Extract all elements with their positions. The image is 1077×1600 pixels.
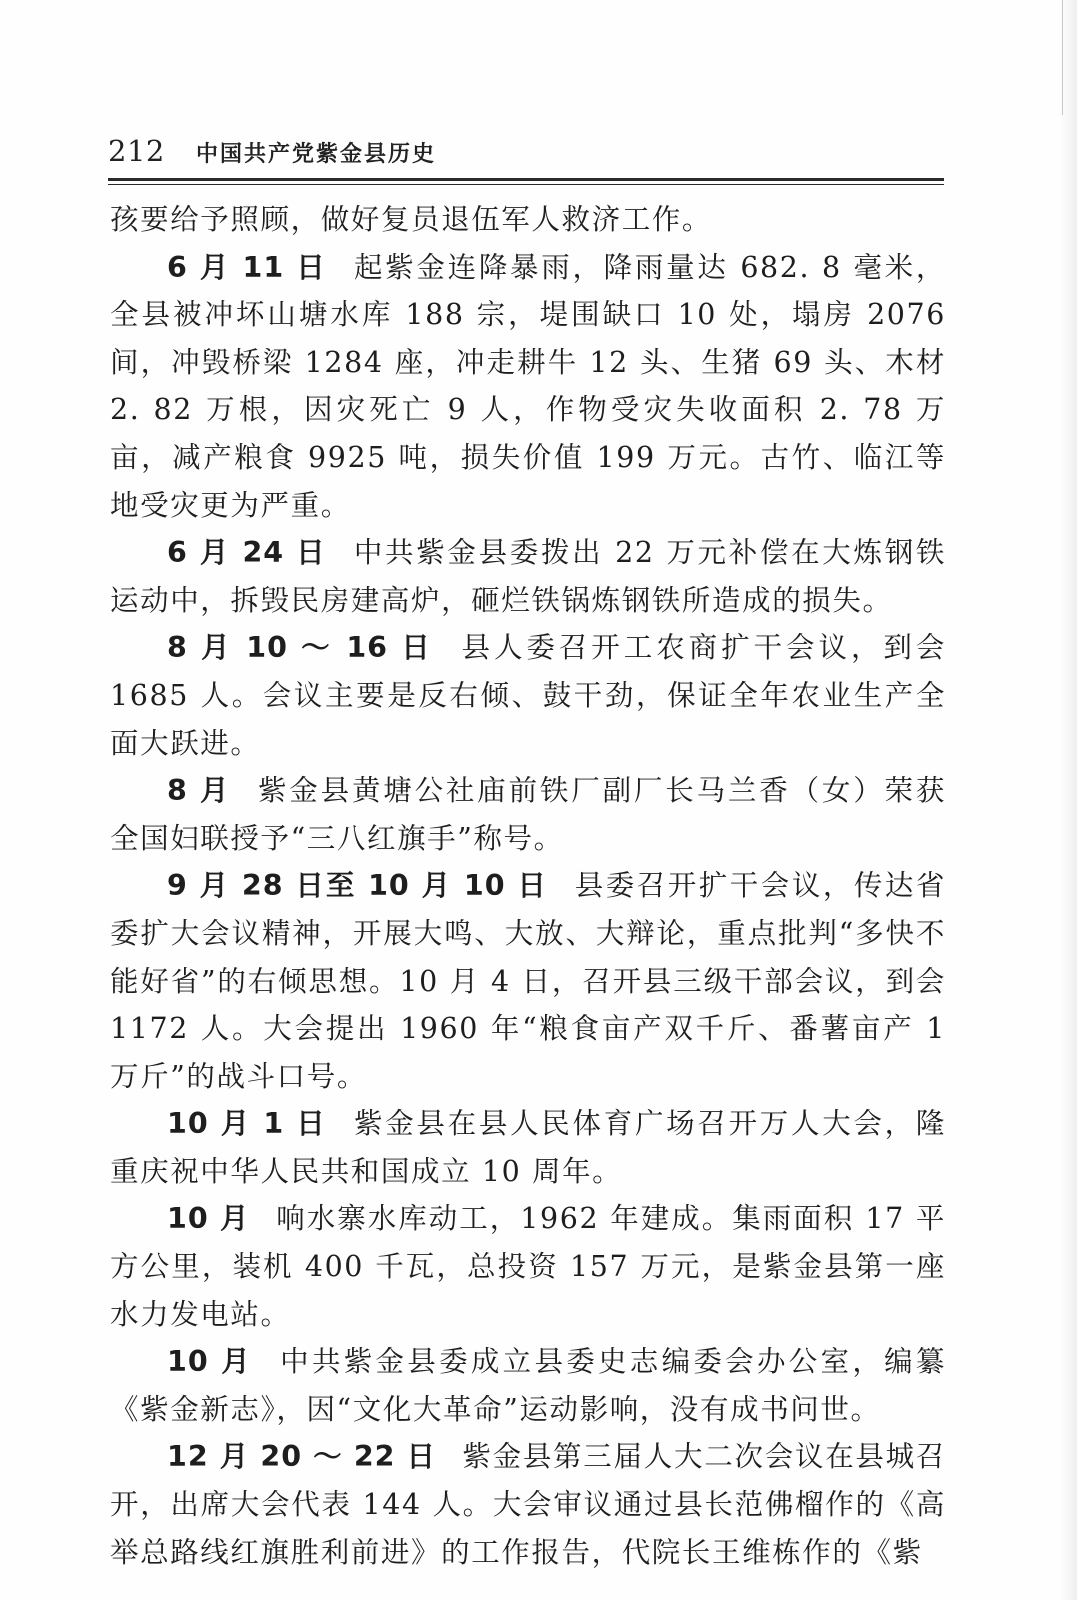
page-number: 212 — [108, 134, 165, 168]
page-edge-shadow — [1059, 0, 1077, 1600]
chronicle-entry — [110, 862, 946, 1100]
chronicle-entry — [110, 1100, 946, 1195]
chronicle-entry — [110, 1338, 946, 1433]
entry-text: 县委召开扩干会议，传达省委扩大会议精神，开展大鸣、大放、大辩论，重点批判“多快不能好省”的右倾思想。10 月 4 日，召开县三级干部会议，到会 1172 人。大会提出 1960 年“粮食亩产双千斤、番薯亩产 1 万斤”的战斗口号。 — [110, 869, 946, 1093]
chronicle-entry — [110, 1433, 946, 1576]
page-header — [108, 134, 944, 174]
chronicle-entry — [110, 529, 946, 624]
entry-date: 10 月 — [167, 1202, 250, 1236]
paragraph-text: 孩要给予照顾，做好复员退伍军人救济工作。 — [110, 203, 713, 236]
entry-date: 10 月 — [167, 1345, 253, 1379]
entry-text: 起紫金连降暴雨，降雨量达 682. 8 毫米，全县被冲坏山塘水库 188 宗，堤围缺口 10 处，塌房 2076 间，冲毁桥梁 1284 座，冲走耕牛 12 头、生猪 69 头、木材 2. 82 万根，因灾死亡 9 人，作物受灾失收面积 2. 78 万亩，减产粮食 9925 吨，损失价值 199 万元。古竹、临江等地受灾更为严重。 — [110, 250, 946, 522]
entry-text: 紫金县在县人民体育广场召开万人大会，隆重庆祝中华人民共和国成立 10 周年。 — [110, 1107, 946, 1188]
page-edge-line — [1062, 0, 1063, 115]
entry-text: 县人委召开工农商扩干会议，到会 1685 人。会议主要是反右倾、鼓干劲，保证全年农业生产全面大跃进。 — [110, 631, 946, 760]
entry-date: 6 月 11 日 — [167, 250, 327, 284]
entry-date: 8 月 10 ～ 16 日 — [167, 631, 434, 665]
chronicle-entry — [110, 767, 946, 862]
entry-text: 中共紫金县委成立县委史志编委会办公室，编纂《紫金新志》，因“文化大革命”运动影响，没有成书问世。 — [110, 1345, 946, 1426]
header-rule-thin — [108, 184, 944, 185]
entry-date: 9 月 28 日至 10 月 10 日 — [167, 869, 548, 903]
chronicle-entry — [110, 244, 946, 530]
header-rule-thick — [108, 178, 944, 181]
chronicle-entry — [110, 624, 946, 767]
paragraph-continuation — [110, 196, 946, 244]
entry-text: 中共紫金县委拨出 22 万元补偿在大炼钢铁运动中，拆毁民房建高炉，砸烂铁锅炼钢铁所造成的损失。 — [110, 536, 946, 617]
entry-text: 紫金县黄塘公社庙前铁厂副厂长马兰香（女）荣获全国妇联授予“三八红旗手”称号。 — [110, 774, 946, 855]
body-text — [110, 196, 946, 1576]
entry-date: 8 月 — [167, 774, 231, 808]
entry-date: 6 月 24 日 — [167, 536, 327, 570]
running-title: 中国共产党紫金县历史 — [196, 141, 437, 167]
entry-date: 10 月 1 日 — [167, 1107, 327, 1141]
entry-date: 12 月 20 ～ 22 日 — [167, 1440, 437, 1474]
chronicle-entry — [110, 1195, 946, 1338]
entry-text: 紫金县第三届人大二次会议在县城召开，出席大会代表 144 人。大会审议通过县长范佛榴作的《高举总路线红旗胜利前进》的工作报告，代院长王维栋作的《紫 — [110, 1440, 947, 1569]
entry-text: 响水寨水库动工，1962 年建成。集雨面积 17 平方公里，装机 400 千瓦，总投资 157 万元，是紫金县第一座水力发电站。 — [110, 1202, 946, 1331]
